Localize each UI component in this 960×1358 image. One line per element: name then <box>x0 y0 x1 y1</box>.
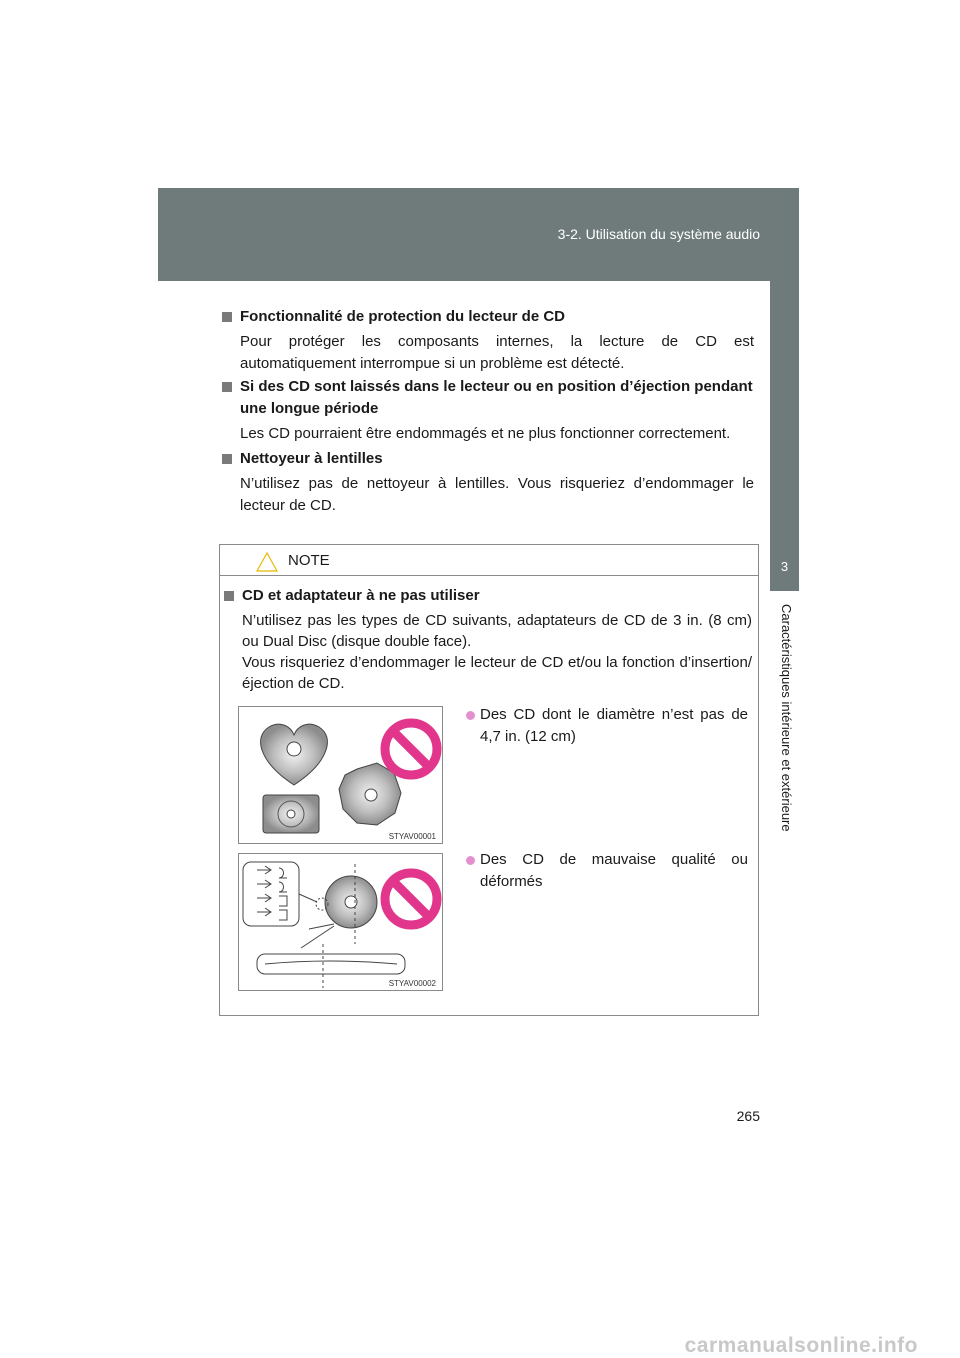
odd-shaped-cds-illustration <box>239 707 442 843</box>
note-title: CD et adaptateur à ne pas utiliser <box>224 585 752 606</box>
section-body: Pour protéger les composants internes, la lecture de CD est automatiquement interrompue si un problème est détecté. <box>240 333 754 372</box>
note-body: N’utilisez pas les types de CD suivants, adaptateurs de CD de 3 in. (8 cm) ou Dual Disc (disque double face). Vous risqueriez d’endommager le lecteur de CD et/ou la fonction d’insertion/éjection de CD. <box>242 612 752 692</box>
side-tab-bar <box>770 280 799 543</box>
section-body: Les CD pourraient être endommagés et ne plus fonctionner correctement. <box>240 425 731 442</box>
square-bullet-icon <box>222 382 232 392</box>
chapter-number-tab: 3 <box>770 543 799 591</box>
watermark: carmanualsonline.info <box>684 1334 918 1357</box>
note-item-damaged: Des CD de mauvaise qualité ou déformés <box>466 849 748 893</box>
figure-odd-shaped-cds <box>238 706 443 844</box>
section-title: Nettoyeur à lentilles <box>222 448 754 470</box>
square-bullet-icon <box>224 591 234 601</box>
figure-damaged-cds <box>238 853 443 991</box>
warning-triangle-icon <box>256 552 278 572</box>
figure-code: STYAV00001 <box>388 832 436 841</box>
bullet-dot-icon <box>466 711 475 720</box>
chapter-label: Caractéristiques intérieure et extérieure <box>779 604 794 832</box>
note-content <box>220 585 752 694</box>
page-number: 265 <box>736 1108 760 1124</box>
note-label: NOTE <box>288 552 330 569</box>
section-cd-protection <box>222 306 754 375</box>
note-item-diameter: Des CD dont le diamètre n’est pas de 4,7 in. (12 cm) <box>466 704 748 748</box>
square-bullet-icon <box>222 454 232 464</box>
section-title: Fonctionnalité de protection du lecteur de CD <box>222 306 754 328</box>
section-title: Si des CD sont laissés dans le lecteur ou en position d’éjection pendant une longue période <box>222 376 754 420</box>
figure-code: STYAV00002 <box>388 979 436 988</box>
section-cd-left-in-player <box>222 376 754 445</box>
section-header-title: 3-2. Utilisation du système audio <box>557 226 760 242</box>
damaged-cds-illustration <box>239 854 442 990</box>
prohibited-icon <box>385 723 437 775</box>
bullet-dot-icon <box>466 856 475 865</box>
square-bullet-icon <box>222 312 232 322</box>
section-body: N’utilisez pas de nettoyeur à lentilles. Vous risqueriez d’endommager le lecteur de CD. <box>240 475 754 514</box>
note-header <box>220 545 758 576</box>
prohibited-icon <box>385 873 437 925</box>
section-lens-cleaner <box>222 448 754 517</box>
